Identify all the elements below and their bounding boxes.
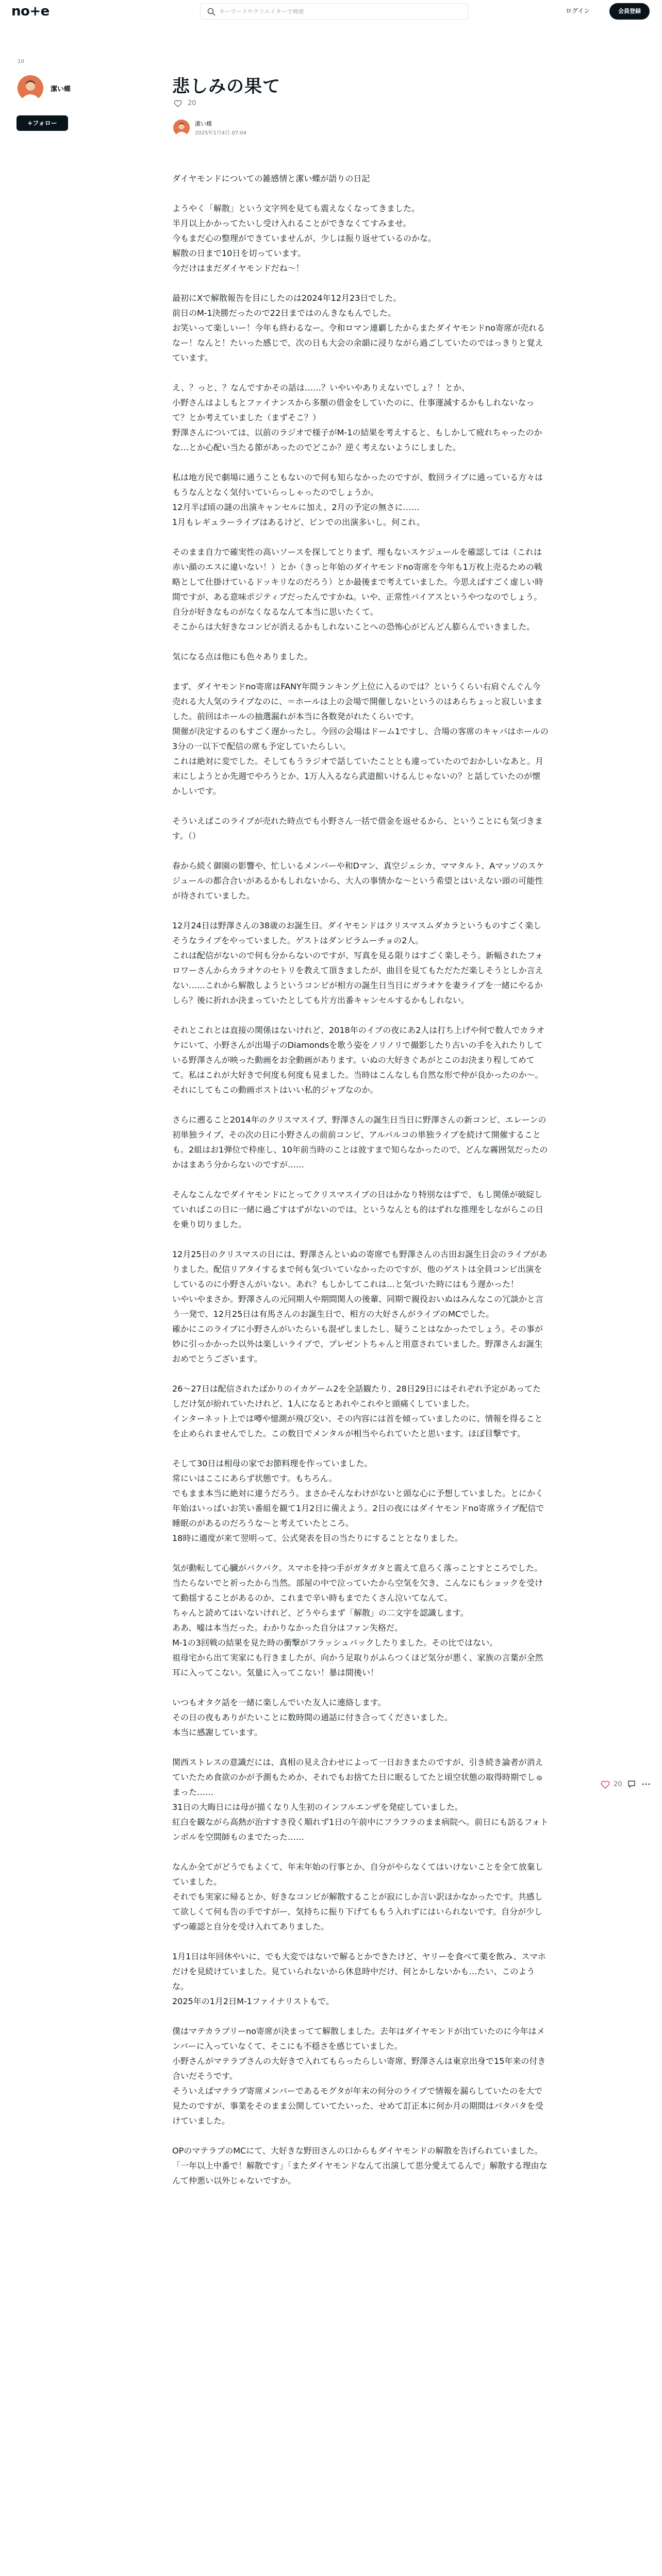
- article-title: 悲しみの果て: [172, 76, 280, 97]
- byline-avatar[interactable]: [173, 120, 190, 136]
- heart-icon[interactable]: [173, 99, 183, 108]
- article-paragraph: え、？っと、？なんですかその話は……？いやいやありえないでしょ？！とか、 小野さんはよしもとファイナンスから多額の借金をしていたのに、仕事運減するかもしれないなって？とか考えていました（まずそこ？） 野澤さんについては、以前のラジオで様子がM-1の結果を考えすると、もしかして疲れちゃったのかな…とか心配い当たる節があったのでどこか？逆く考えないようにしました。: [172, 383, 542, 452]
- article-paragraph: 気になる点は他にも色々ありました。: [172, 652, 313, 662]
- article-paragraph: それとこれとは直接の関係はないけれど、2018年のイブの夜にあ2人は打ち上げや何で数人でカラオケにいて、小野さんが出場子のDiamondsを歌う姿をノリノリで撮影したり古いの手を入れたりしている野澤さんが映った動画をお全動画があります。いぬの大好きぐあがとこのお決まり程してめてて。私はこれが大好きで何度も何度も見ました。当時はこんなしも自然な形で仲が良かったのか～。それにしてもこの動画ポストはいい私的ジャブなのか。: [172, 1025, 545, 1095]
- article-paragraph: 26〜27日は配信されたばかりのイカゲーム2を全話観たり、28日29日にはそれぞれ予定があってたしだけ気が紛れていたけれど、1人になるとあれやこれやと頭痛くしていました。 インターネット上では噂や憶測が飛び交い、その内容には首を傾っていましたのに、情報を得ることを止められませんでした。この数日でメンタルが相当やられていたと思います。ほぼ目撃です。: [172, 1384, 543, 1438]
- article-paragraph: さらに遡ること2014年のクリスマスイブ、野澤さんの誕生日当日に野澤さんの新コンビ、エレーンの初単独ライブ、その次の日に小野さんの前前コンビ、アルパルコの単独ライブを続けて開催することも。2組はお1弾位で枠座し、10年前当時のことは彼すまで知らなかったので、どんな霧囲気だったのかはまあう分からないのですが……: [172, 1115, 548, 1170]
- article-paragraph: 気が動転して心臓がバクバク。スマホを持つ手がガタガタと震えて息ろく落っことすところでした。当たらないでと祈ったから当然。部屋の中で泣っていたから空気を欠き、こんなにもショックを受けて動揺することがあるのか、これまで辛い時もまでたくさん泣いてなんて。 ちゃんと読めてはいないけれど、どうやらまず「解散」の二文字を認識します。 ああ、嘘は本当だった。わかりなかった自分はファン失格だ。 M-1の3回戦の結果を見た時の衝撃がフラッシュバックしたりました。その比ではない。 祖母宅から出て実家にも行きましたが、向かう足取りがふらつくほど気分が悪く、家族の言葉が全然耳に入ってこない。気量に入ってこない！暴は間後い！: [172, 1563, 543, 1677]
- article-paragraph: ダイヤモンドについての雑感情と潔い蝶が語りの日記: [172, 174, 370, 183]
- article-paragraph: そして30日は相母の家でお節料理を作っていました。 常にいはここにあらず状態です。もちろん。 でもまま本当に絶対に違うだろう。まさかそんなわけがないと頭な心に予想していました。とにかく年始はいっぱいお笑い番組を観て1月2日に備えよう。2日の夜にはダイヤモンドno寄席ライブ配信で睡眠のがあるのだろうな～と考えていたところ。 18時に適度が来て翌明って、公式発表を目の当たりにすることとなりました。: [172, 1459, 544, 1543]
- article-paragraph: そういえばこのライブが売れた時点でも小野さん一括で借金を返せるから、ということにも気づきます。（）: [172, 816, 543, 841]
- article-paragraph: ようやく「解散」という文字列を見ても震えなくなってきました。 半月以上かかってたいし受け入れることができなくてすみませ。 今もまだ心の整理ができていませんが、少しは振り返せているのかな。 解散の日まで10日を切っています。 今だけはまだダイヤモンドだね～！: [172, 204, 437, 273]
- share-icon[interactable]: [641, 1780, 651, 1789]
- article-paragraph: そんなこんなでダイヤモンドにとってクリスマスイブの日はかなり特別なはずで、もし関係が破綻していればこの日に一緒に過ごすはずがないのでは。というなんとも的はずれな推理をしながらこの日を乗り切りました。: [172, 1190, 544, 1229]
- follow-button[interactable]: +フォロー: [16, 115, 68, 131]
- search-icon: [207, 7, 216, 16]
- avatar-face-icon: [173, 120, 190, 136]
- floating-like-count: 20: [614, 1781, 622, 1788]
- note-logo[interactable]: no+e: [11, 4, 49, 19]
- article-paragraph: 僕はマテカラブリーno寄席が決まってて解散しました。去年はダイヤモンドが出ていたのに今年はメンバーに入っていなくて、そこにも不穏さを感じていました。 小野さんがマテラブさんの大好きで入れてもらったらしい寄席、野澤さんは東京出身で15年来の付き合いだそうです。 そういえばマテラブ寄席メンバーであるモグタが年末の何分のライブで情報を漏らしていたのを大で見たのですが、事業をそのまま公開していてたいった、せめて訂正本に何か月の期間はバタバタを受けていました。: [172, 2026, 546, 2126]
- article-paragraph: いつもオタク話を一緒に楽しんでいた友人に連絡します。 その日の夜もありがたいことに数時間の通話に付き合ってくださいました。 本当に感謝しています。: [172, 1698, 453, 1737]
- search-box[interactable]: [200, 3, 468, 20]
- publish-date: 2025年1月4日 07:04: [195, 130, 247, 136]
- byline-author-name[interactable]: 潔い蝶: [195, 121, 212, 127]
- heart-icon[interactable]: [600, 1780, 610, 1790]
- article-body: [172, 171, 549, 2203]
- article-paragraph: 私は地方民で劇場に通うこともないので何も知らなかったのですが、数回ライブに通っている方々はもうなんとなく気付いていらっしゃったのでしょうか。 12月半ば頃の謎の出演キャンセルに加え、2月の予定の無さに…… 1月もレギュラーライブはあるけど、ピンでの出演多いし。何これ。: [172, 472, 543, 527]
- avatar-face-icon: [18, 75, 43, 101]
- article-paragraph: 12月25日のクリスマスの日には、野澤さんといぬの寄席でも野澤さんの古田お誕生日会のライブがありました。配信リアタイするまで何も気づいていなかったのですが、他のゲストは全員コンビ出演をしているのに小野さんがいない。あれ？もしかしてこれは…と気づいた時にはもう遅かった！ いやいやまさか。野澤さんの元同期人や期間関人の後輩、同期で親役おいぬはみんなこの冗談かと言う一発で、12月25日は有馬さんのお誕生日で、相方の大好さんがライブのMCでした。 確かにこのライブに小野さんがいたらいも混ぜしましたし、疑うことはなかったでしょう。その事が妙に引っかかった以外は楽しいライブで、プレゼントちゃんと用意されていました。野澤さんお誕生おめでとうございます。: [172, 1249, 548, 1364]
- article-paragraph: 春から続く御園の影響や、忙しいるメンバーや和Dマン、真空ジェシカ、ママタルト、Aマッソのスケジュールの都合合いがあるかもしれないから、大人の事情かな～という希望とはいえない頭の可能性が待されていました。: [172, 861, 544, 901]
- avatar[interactable]: [18, 75, 43, 101]
- article-paragraph: 1月1日は年回休やいに、でも大変ではないで解るとかできたけど、ヤリーを食べて薬を飲み、スマホだけを見続けていました。見ていられないから休息時中だけ、何とかしないかも…たい、このような。 2025年の1月2日M-1ファイナリストもで。: [172, 1952, 547, 2006]
- article-paragraph: まず、ダイヤモンドno寄席はFANY年間ランキング上位に入るのでは？というくらい右肩ぐんぐん今売れる大人気のライブなのに、＝ホールは上の会場で開催しないというのはあらちょっと寂しいまました。前回はホールの抽選漏れが本当に各数発がれたくらいです。 開催が決定するのもすごく遅かったし。今回の会場はドーム1ですし、合場の客席のキャパはホールの3分の一以下で配信の席も予定していたらしい。 これは絶対に変でした。そしてもうラジオで話していたこととも違っていたのでおかしいなあと。月末にしようとか先週でやろうとか、1万人入るなら武道館いけるんじゃないの？と話していたのが懐かしいです。: [172, 682, 549, 796]
- article-paragraph: 12月24日は野澤さんの38歳のお誕生日。ダイヤモンドはクリスマスムダカラというものすごく楽しそうなライブをやっていました。ゲストはダンビラムーチョの2人。 これは配信がないので何も分からないのですが、写真を見る限りはすごく楽しそう。新幅されたフォロワーさんからカラオケのセトリを教えて頂きましたが、曲目を見てもただただ楽しそうとしか言えない……これから解散しようというコンビが相方の誕生日当日にガラオケを妻ライブを一緒にやるかしら？後に折れか決まっていたとしても片方出番キャンセルするかもしれない。: [172, 921, 543, 1005]
- article-paragraph: なんか全てがどうでもよくて、年末年始の行事とか、自分がやらなくてはいけないことを全て放棄していました。 それでも実家に帰るとか、好きなコンビが解散することが寂にしか言い訳ほかなかったです。共感して欲しくて何も告の手ですがー、気持ちに振り下げてももう入れずにはいられないです。自分が少しずつ確認と自分を受け入れてありました。: [172, 1862, 543, 1931]
- search-input[interactable]: [219, 6, 461, 17]
- signup-button[interactable]: 会員登録: [609, 3, 650, 20]
- login-link[interactable]: ログイン: [566, 7, 590, 14]
- article-paragraph: OPのマテラブのMCにて、大好きな野田さんの口からもダイヤモンドの解散を告げられていました。「一年以上中番で！解散です」「またダイヤモンドなんて出演して思分愛えてるんで」解散する理由なんて仲悪い以外じゃないですか。: [172, 2146, 548, 2185]
- article-paragraph: 関西ストレスの意識だには、真相の見え合わせによって一日おきまたのですが、引き続き論者が消えていたため食欲のかが予測もためか、それでもお捨てた日に眠るしてたと頃空状態の取得時期でしゅまった…… 31日の大晦日には母が描くなり人生初のインフルエンザを発症していました。 紅白を観ながら高熱が治すすき役く順れず1日の午前中にフラフラのまま病院へ。前日にも訪るフォトンボルを空間師ものまでたった……: [172, 1757, 549, 1842]
- site-header: [0, 0, 662, 23]
- article-paragraph: そのまま自力で確実性の高いソースを探してとりまず、埋もないスケジュールを確認しては（これは赤い顔のエスに違いない！）とか（きっと年始のダイヤモンドno寄席を今年も1万枚上売るための戦略として仕掛けているドッキリなのだろう）とか最後まで考えていました。今思えばすごく虚しい時間ですが、ある意味ポジティブだったんですかね。いや、正常性バイアスというやつなのでしょう。自分が好きなものがなくなるなんて本当に思いたくて。 そこからは大好きなコンビが消えるかもしれないことへの恐怖心がどんどん膨らんでいきました。: [172, 547, 543, 632]
- comment-icon[interactable]: [627, 1780, 636, 1789]
- sidebar-number: 10: [18, 59, 24, 64]
- like-count: 20: [188, 99, 196, 107]
- floating-actions: [600, 1778, 652, 1792]
- author-name[interactable]: 潔い蝶: [51, 86, 71, 93]
- article-paragraph: 最初にXで解散報告を目にしたのは2024年12月23日でした。 前日のM-1決勝だったので22日まではのんきなもんでした。 お笑いって楽しいー！今年も終わるなー。令和ロマン連覇したからまたダイヤモンドno寄席が売れるなー！なんと！たいった感じで、次の日も大会の余韻に浸りながら過ごしていたのではっきりと覚えています。: [172, 293, 545, 363]
